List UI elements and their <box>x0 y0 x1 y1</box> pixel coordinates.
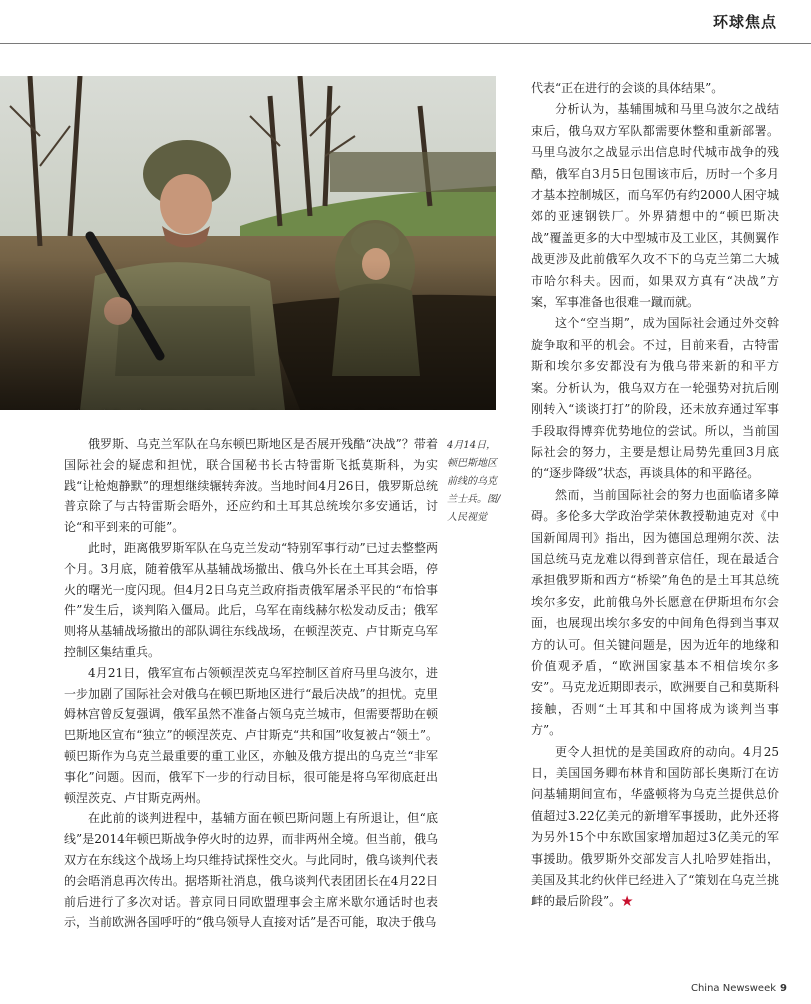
end-mark-star-icon: ★ <box>621 894 634 909</box>
magazine-name: China Newsweek <box>690 983 777 994</box>
last-paragraph-text: 更令人担忧的是美国政府的动向。4月25日，美国国务卿布林肯和国防部长奥斯汀在访问基辅期间宣布，华盛顿将为乌克兰提供总价值超过3.22亿美元的新增军事援助，此外还将为另外15个中东欧国家增加超过3亿美元的军事援助。俄罗斯外交部发言人扎哈罗娃指出，美国及其北约伙伴已经进入了“策划在乌克兰挑衅的最后阶段”。 <box>531 744 779 909</box>
body-paragraph: 在此前的谈判进程中，基辅方面在顿巴斯问题上有所退让，但“底线”是2014年顿巴斯战争停火时的边界，而非两州全境。但当前，俄乌双方在东线这个战场上均只维持试探性交火。与此同时，俄乌谈判代表的会晤消息再次传出。据塔斯社消息，俄乌谈判代表团团长在4月22日前后进行了多次对话。普京同日同欧盟理事会主席米歇尔通话时也表示，当前欧洲各国呼吁的“俄乌领导人直接对话”是否可能，取决于俄乌 <box>64 811 438 930</box>
page-number: 9 <box>780 983 787 994</box>
page-footer <box>691 983 787 994</box>
header-rule <box>0 43 811 44</box>
body-paragraph: 4月21日，俄军宣布占领顿涅茨克乌军控制区首府马里乌波尔，进一步加剧了国际社会对俄乌在顿巴斯地区进行“最后决战”的担忧。克里姆林宫曾反复强调，俄军虽然不准备占领乌克兰城市，但需要帮助在顿巴斯地区宣布“独立”的顿涅茨克、卢甘斯克“共和国”收复被占“领土”。顿巴斯作为乌克兰最重要的重工业区，亦触及俄方提出的乌克兰“非军事化”问题。因而，俄军下一步的行动目标，很可能是将乌军彻底赶出顿涅茨克、卢甘斯克两州。 <box>64 665 438 805</box>
body-paragraph: 此时，距离俄罗斯军队在乌克兰发动“特别军事行动”已过去整整两个月。3月底，随着俄军从基辅战场撤出、俄乌外长在土耳其会晤，停火的曙光一度闪现。但4月2日乌克兰政府指责俄军屠杀平民的“布恰事件”发生后，谈判陷入僵局。此后，乌军在南线赫尔松发动反击；俄军则将从基辅战场撤出的部队调往东线战场，在顿涅茨克、卢甘斯克乌军控制区集结重兵。 <box>64 540 438 659</box>
section-title: 环球焦点 <box>712 13 777 31</box>
article-body-left <box>64 434 438 933</box>
article-body-right <box>531 78 779 913</box>
body-paragraph-last <box>531 742 779 913</box>
page-header <box>0 0 811 44</box>
body-paragraph: 代表“正在进行的会谈的具体结果”。 <box>531 81 724 95</box>
body-paragraph: 俄罗斯、乌克兰军队在乌东顿巴斯地区是否展开残酷“决战”？带着国际社会的疑虑和担忧，联合国秘书长古特雷斯飞抵莫斯科，为实践“让枪炮静默”的理想继续辗转奔波。当地时间4月26日，俄罗斯总统普京除了与古特雷斯会晤外，还应约和土耳其总统埃尔多安通话，讨论“和平到来的可能”。 <box>64 437 438 535</box>
article-title <box>64 401 459 410</box>
body-paragraph: 这个“空当期”，成为国际社会通过外交斡旋争取和平的机会。不过，目前来看，古特雷斯和埃尔多安都没有为俄乌带来新的和平方案。分析认为，俄乌双方在一轮强势对抗后刚刚转入“谈谈打打”的阶段，还未放弃通过军事手段取得博弈优势地位的尝试。所以，当前国际社会的努力，主要是想让局势先重回3月底的“逐步降级”状态，再谈具体的和平路径。 <box>531 316 779 481</box>
body-paragraph: 分析认为，基辅围城和马里乌波尔之战结束后，俄乌双方军队都需要休整和重新部署。马里乌波尔之战显示出信息时代城市战争的残酷，俄军自3月5日包围该市后，历时一个多月才基本控制城区，而乌军仍有约2000人困守城郊的亚速钢铁厂。外界猜想中的“顿巴斯决战”覆盖更多的大中型城市及工业区，其侧翼作战更涉及此前俄军久攻不下的乌克兰第二大城市哈尔科夫。因而，如果双方真有“决战”方案，军事准备也很难一蹴而就。 <box>531 102 779 310</box>
soldiers-trench-image <box>0 76 496 410</box>
photo-caption: 4月14日，顿巴斯地区前线的乌克兰士兵。图/人民视觉 <box>447 440 501 523</box>
body-paragraph: 然而，当前国际社会的努力也面临诸多障碍。多伦多大学政治学荣休教授勒迪克对《中国新闻周刊》指出，因为德国总理朔尔茨、法国总统马克龙难以得到普京信任，现在最适合承担俄罗斯和西方“桥梁”角色的是土耳其总统埃尔多安，此前俄乌外长愿意在伊斯坦布尔会面，也展现出埃尔多安的中间角色得到当事双方的认可。但关键问题是，因为近年的地缘和价值观矛盾，“欧洲国家基本不相信埃尔多安”。马克龙近期即表示，欧洲要自己和莫斯科接触，否则“土耳其和中国将成为谈判当事方”。 <box>531 487 779 738</box>
hero-photo <box>0 76 496 410</box>
